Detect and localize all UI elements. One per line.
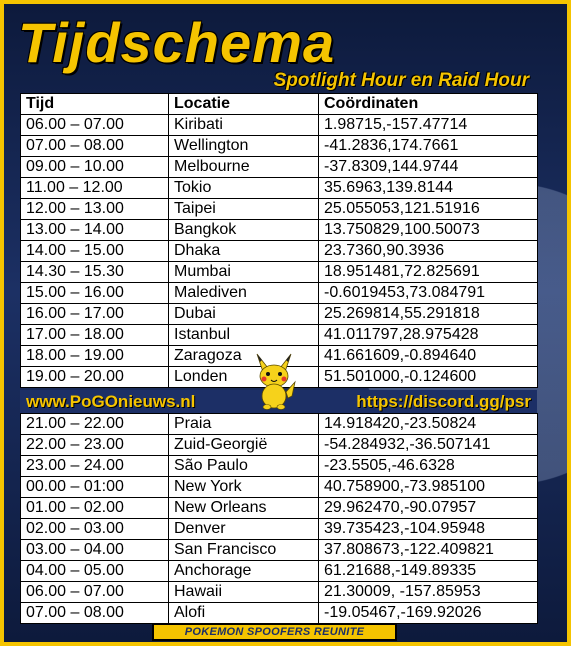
cell-coords: 14.918420,-23.50824: [319, 414, 538, 435]
table-row: [21, 220, 538, 241]
header-coords: Coördinaten: [319, 94, 538, 115]
header-location: Locatie: [169, 94, 319, 115]
cell-location: Kiribati: [169, 115, 319, 136]
cell-time: 11.00 – 12.00: [21, 178, 169, 199]
cell-time: 16.00 – 17.00: [21, 304, 169, 325]
cell-time: 15.00 – 16.00: [21, 283, 169, 304]
table-row: [21, 414, 538, 435]
footer-text: POKEMON SPOOFERS REUNITE: [184, 626, 365, 638]
cell-coords: -19.05467,-169.92026: [319, 603, 538, 624]
discord-link[interactable]: https://discord.gg/psr: [356, 392, 531, 411]
table-row: [21, 136, 538, 157]
cell-coords: -37.8309,144.9744: [319, 157, 538, 178]
cell-coords: 51.501000,-0.124600: [319, 367, 538, 388]
table-row: [21, 304, 538, 325]
cell-coords: 29.962470,-90.07957: [319, 498, 538, 519]
cell-time: 21.00 – 22.00: [21, 414, 169, 435]
table-row: [21, 519, 538, 540]
cell-location: Zaragoza: [169, 346, 319, 367]
header-time: Tijd: [21, 94, 169, 115]
table-row: [21, 435, 538, 456]
table-row: [21, 582, 538, 603]
cell-coords: 25.269814,55.291818: [319, 304, 538, 325]
schedule-table-bottom: [20, 413, 538, 624]
cell-time: 13.00 – 14.00: [21, 220, 169, 241]
pikachu-icon: [252, 352, 296, 410]
cell-location: Dubai: [169, 304, 319, 325]
cell-coords: 21.30009, -157.85953: [319, 582, 538, 603]
cell-time: 04.00 – 05.00: [21, 561, 169, 582]
cell-coords: -54.284932,-36.507141: [319, 435, 538, 456]
table-row: [21, 477, 538, 498]
cell-time: 14.00 – 15.00: [21, 241, 169, 262]
cell-location: San Francisco: [169, 540, 319, 561]
table-row: [21, 540, 538, 561]
cell-time: 06.00 – 07.00: [21, 115, 169, 136]
cell-location: Denver: [169, 519, 319, 540]
cell-time: 02.00 – 03.00: [21, 519, 169, 540]
cell-location: Alofi: [169, 603, 319, 624]
cell-time: 22.00 – 23.00: [21, 435, 169, 456]
cell-coords: 61.21688,-149.89335: [319, 561, 538, 582]
cell-location: Anchorage: [169, 561, 319, 582]
schedule-table-top: [20, 93, 538, 388]
cell-location: São Paulo: [169, 456, 319, 477]
table-row: [21, 262, 538, 283]
cell-coords: -41.2836,174.7661: [319, 136, 538, 157]
cell-time: 14.30 – 15.30: [21, 262, 169, 283]
cell-time: 18.00 – 19.00: [21, 346, 169, 367]
cell-location: Wellington: [169, 136, 319, 157]
cell-location: Praia: [169, 414, 319, 435]
cell-coords: 13.750829,100.50073: [319, 220, 538, 241]
cell-coords: 18.951481,72.825691: [319, 262, 538, 283]
cell-location: Tokio: [169, 178, 319, 199]
cell-coords: 1.98715,-157.47714: [319, 115, 538, 136]
cell-location: Londen: [169, 367, 319, 388]
cell-coords: 39.735423,-104.95948: [319, 519, 538, 540]
cell-location: Bangkok: [169, 220, 319, 241]
cell-location: Melbourne: [169, 157, 319, 178]
table-row: [21, 241, 538, 262]
cell-time: 19.00 – 20.00: [21, 367, 169, 388]
cell-location: Malediven: [169, 283, 319, 304]
cell-coords: -23.5505,-46.6328: [319, 456, 538, 477]
cell-location: Hawaii: [169, 582, 319, 603]
cell-coords: 25.055053,121.51916: [319, 199, 538, 220]
cell-coords: 37.808673,-122.409821: [319, 540, 538, 561]
table-row: [21, 456, 538, 477]
cell-coords: 41.011797,28.975428: [319, 325, 538, 346]
table-row: [21, 498, 538, 519]
cell-coords: 35.6963,139.8144: [319, 178, 538, 199]
footer-badge: [152, 623, 397, 641]
cell-time: 00.00 – 01:00: [21, 477, 169, 498]
cell-coords: 40.758900,-73.985100: [319, 477, 538, 498]
cell-time: 03.00 – 04.00: [21, 540, 169, 561]
cell-coords: 41.661609,-0.894640: [319, 346, 538, 367]
table-row: [21, 178, 538, 199]
website-link[interactable]: www.PoGOnieuws.nl: [26, 392, 196, 411]
table-row: [21, 603, 538, 624]
cell-time: 06.00 – 07.00: [21, 582, 169, 603]
cell-location: Mumbai: [169, 262, 319, 283]
cell-time: 12.00 – 13.00: [21, 199, 169, 220]
cell-coords: -0.6019453,73.084791: [319, 283, 538, 304]
table-row: [21, 325, 538, 346]
page-subtitle: Spotlight Hour en Raid Hour: [273, 70, 529, 91]
cell-location: Zuid-Georgië: [169, 435, 319, 456]
table-row: [21, 157, 538, 178]
cell-time: 07.00 – 08.00: [21, 603, 169, 624]
table-row: [21, 283, 538, 304]
cell-time: 01.00 – 02.00: [21, 498, 169, 519]
cell-location: Istanbul: [169, 325, 319, 346]
cell-location: New Orleans: [169, 498, 319, 519]
page-title: Tijdschema: [18, 11, 336, 74]
table-row: [21, 199, 538, 220]
table-row: [21, 561, 538, 582]
cell-time: 07.00 – 08.00: [21, 136, 169, 157]
cell-location: New York: [169, 477, 319, 498]
cell-location: Taipei: [169, 199, 319, 220]
cell-coords: 23.7360,90.3936: [319, 241, 538, 262]
cell-location: Dhaka: [169, 241, 319, 262]
cell-time: 09.00 – 10.00: [21, 157, 169, 178]
cell-time: 17.00 – 18.00: [21, 325, 169, 346]
table-row: [21, 115, 538, 136]
table-header-row: [21, 94, 538, 115]
cell-time: 23.00 – 24.00: [21, 456, 169, 477]
